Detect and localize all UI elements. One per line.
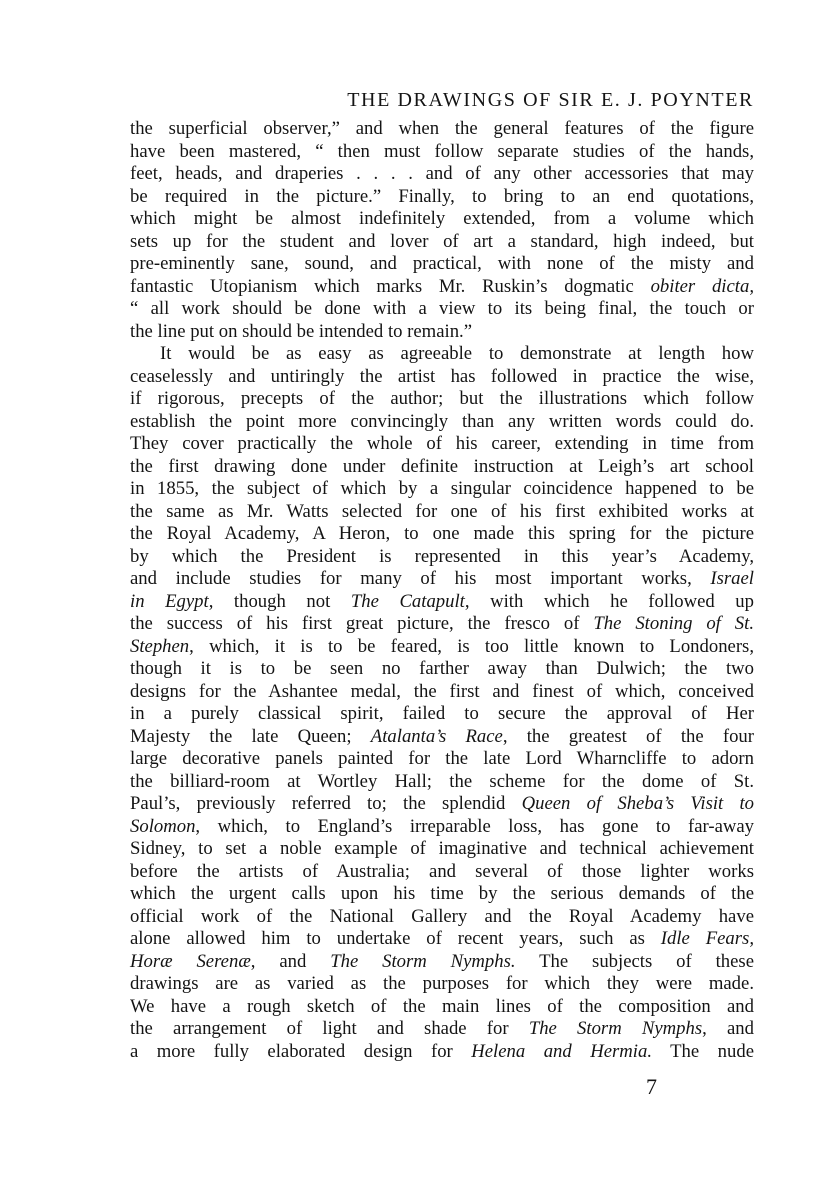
italic-title: Horæ Serenæ <box>130 950 251 972</box>
text-run: drawings are as varied as the purposes for which they were made. <box>130 973 754 994</box>
text-run: which might be almost indefinitely extended, from a volume which <box>130 208 754 229</box>
text-line <box>130 568 754 591</box>
text-line <box>130 141 754 164</box>
text-line <box>130 883 754 906</box>
text-line <box>130 861 754 884</box>
text-run: The subjects of these <box>515 950 754 972</box>
text-line <box>130 321 754 344</box>
text-line <box>130 501 754 524</box>
italic-title: The Storm Nymphs <box>528 1018 703 1039</box>
text-line <box>130 478 754 501</box>
text-line <box>130 793 754 816</box>
text-line <box>130 951 754 974</box>
text-line <box>130 298 754 321</box>
text-line <box>130 523 754 546</box>
text-run: in a purely classical spirit, failed to secure the approval of Her <box>130 703 754 724</box>
text-line <box>130 253 754 276</box>
text-run: Paul’s, previously referred to; the splendid <box>130 793 522 814</box>
text-run: designs for the Ashantee medal, the first and finest of which, conceived <box>130 680 754 702</box>
text-line <box>130 816 754 839</box>
text-line <box>130 703 754 726</box>
italic-title: in Egypt <box>130 590 209 612</box>
italic-title: Helena and Hermia. <box>471 1040 652 1062</box>
text-run: ceaselessly and untiringly the artist has followed in practice the wise, <box>130 365 754 387</box>
text-run: be required in the picture.” Finally, to bring to an end quotations, <box>130 185 754 207</box>
text-run: though it is to be seen no farther away than Dulwich; the two <box>130 658 754 679</box>
text-run: , though not <box>208 590 351 612</box>
text-line <box>130 231 754 254</box>
text-line <box>130 118 754 141</box>
text-run: , which, it is to be feared, is too little known to Londoners, <box>189 635 754 657</box>
text-run: pre-eminently sane, sound, and practical, with none of the misty and <box>130 253 754 274</box>
italic-title: Solomon <box>130 815 196 837</box>
italic-title: Israel <box>710 568 754 589</box>
page-number: 7 <box>646 1074 657 1099</box>
text-run: by which the President is represented in this year’s Academy, <box>130 545 754 567</box>
text-line <box>130 838 754 861</box>
text-run: They cover practically the whole of his career, extending in time from <box>130 433 754 454</box>
text-run: and include studies for many of his most important works, <box>130 568 711 589</box>
text-run: alone allowed him to undertake of recent years, such as <box>130 928 661 949</box>
text-line <box>130 1018 754 1041</box>
text-line <box>130 613 754 636</box>
italic-title: The Catapult <box>350 590 465 612</box>
text-line <box>130 388 754 411</box>
text-line <box>130 973 754 996</box>
text-run: the Royal Academy, A Heron, to one made this spring for the picture <box>130 523 754 544</box>
text-run: the arrangement of light and shade for <box>130 1018 529 1039</box>
text-run: which the urgent calls upon his time by the serious demands of the <box>130 883 754 904</box>
text-line <box>130 1041 754 1064</box>
italic-title: obiter dicta, <box>650 275 754 297</box>
text-line <box>130 591 754 614</box>
text-line <box>130 681 754 704</box>
text-run: the superficial observer,” and when the general features of the figure <box>130 118 754 139</box>
text-line <box>130 433 754 456</box>
text-run: fantastic Utopianism which marks Mr. Ruskin’s dogmatic <box>130 275 651 297</box>
text-line <box>130 163 754 186</box>
text-run: the success of his first great picture, the fresco of <box>130 613 594 634</box>
text-run: in 1855, the subject of which by a singular coincidence happened to be <box>130 478 754 499</box>
text-line <box>130 276 754 299</box>
text-run: establish the point more convincingly than any written words could do. <box>130 410 754 432</box>
text-line <box>130 636 754 659</box>
text-run: Sidney, to set a noble example of imaginative and technical achievement <box>130 838 754 859</box>
text-line <box>130 456 754 479</box>
text-run: We have a rough sketch of the main lines of the composition and <box>130 995 754 1017</box>
italic-title: Idle Fears, <box>660 928 754 949</box>
running-head: THE DRAWINGS OF SIR E. J. POYNTER <box>347 89 754 111</box>
text-run: It would be as easy as agreeable to demonstrate at length how <box>160 343 754 364</box>
text-run: the same as Mr. Watts selected for one of his first exhibited works at <box>130 500 754 522</box>
italic-title: Queen of Sheba’s Visit to <box>521 793 754 814</box>
text-line <box>130 748 754 771</box>
text-run: , which, to England’s irreparable loss, has gone to far-away <box>195 815 754 837</box>
text-run: sets up for the student and lover of art a standard, high indeed, but <box>130 230 754 252</box>
text-line <box>130 546 754 569</box>
text-line <box>130 186 754 209</box>
text-run: , and <box>250 950 331 972</box>
text-run: “ all work should be done with a view to its being final, the touch or <box>130 298 754 319</box>
text-run: The nude <box>652 1040 755 1062</box>
text-run: a more fully elaborated design for <box>130 1040 472 1062</box>
text-run: , with which he followed up <box>464 590 754 612</box>
text-line <box>130 726 754 749</box>
text-run: Majesty the late Queen; <box>130 725 371 747</box>
text-run: , the greatest of the four <box>502 725 754 747</box>
text-run: , and <box>702 1018 754 1039</box>
text-line <box>130 906 754 929</box>
text-run: the first drawing done under definite instruction at Leigh’s art school <box>130 455 754 477</box>
text-line <box>130 771 754 794</box>
text-run: if rigorous, precepts of the author; but the illustrations which follow <box>130 388 754 409</box>
text-line <box>130 928 754 951</box>
italic-title: The Storm Nymphs. <box>330 950 516 972</box>
text-run: feet, heads, and draperies . . . . and of any other accessories that may <box>130 163 754 184</box>
body-text <box>130 118 754 1063</box>
text-run: before the artists of Australia; and several of those lighter works <box>130 860 754 882</box>
text-run: the billiard-room at Wortley Hall; the scheme for the dome of St. <box>130 770 754 792</box>
italic-title: Stephen <box>130 635 190 657</box>
text-run: have been mastered, “ then must follow separate studies of the hands, <box>130 140 754 162</box>
text-line <box>130 996 754 1019</box>
text-run: official work of the National Gallery and the Royal Academy have <box>130 905 754 927</box>
text-line <box>130 366 754 389</box>
italic-title: Atalanta’s Race <box>370 725 503 747</box>
text-run: the line put on should be intended to remain.” <box>130 320 473 342</box>
text-run: large decorative panels painted for the late Lord Wharncliffe to adorn <box>130 748 754 769</box>
text-line <box>130 343 754 366</box>
text-line <box>130 411 754 434</box>
text-line <box>130 208 754 231</box>
italic-title: The Stoning of St. <box>593 613 754 634</box>
text-line <box>130 658 754 681</box>
